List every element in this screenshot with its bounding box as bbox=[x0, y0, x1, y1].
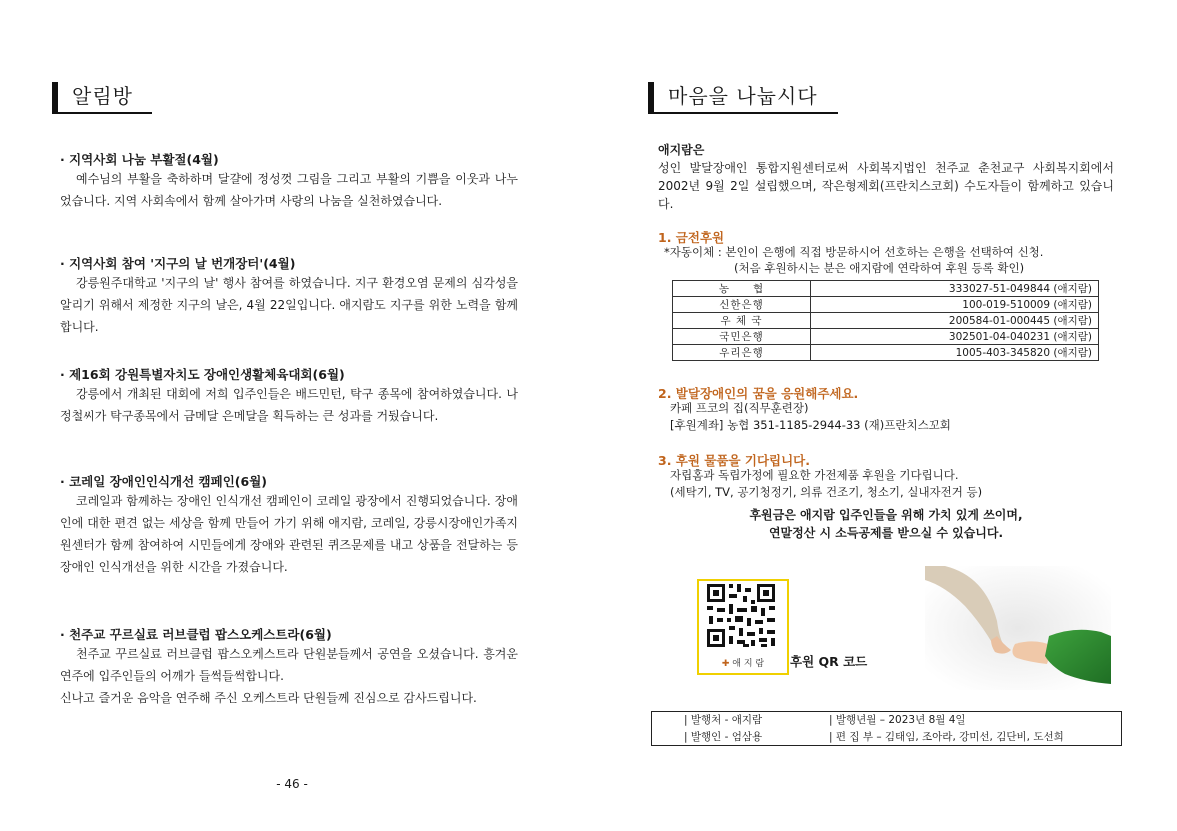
holding-hands-illustration bbox=[925, 566, 1111, 690]
section-1-line-2: (처음 후원하시는 분은 애지람에 연락하여 후원 등록 확인) bbox=[734, 261, 1025, 275]
notice-item-title: · 제16회 강원특별자치도 장애인생활체육대회(6월) bbox=[60, 367, 345, 382]
notice-item-title: · 코레일 장애인인식개선 캠페인(6월) bbox=[60, 474, 267, 489]
bank-account: 333027-51-049844 (애지람) bbox=[811, 281, 1099, 297]
intro-body: 성인 발달장애인 통합지원센터로써 사회복지법인 천주교 춘천교구 사회복지회에서 2002년 9월 2일 설립했으며, 작은형제회(프란치스코회) 수도자들이 함께하고 있습니다. bbox=[658, 161, 1114, 211]
notice-item-5 bbox=[60, 625, 518, 709]
intro-block bbox=[658, 141, 1114, 213]
notice-item-4 bbox=[60, 472, 518, 578]
notice-item-body: 코레일과 함께하는 장애인 인식개선 캠페인이 코레일 광장에서 진행되었습니다. 장애인에 대한 편견 없는 세상을 함께 만들어 가기 위해 애지람, 코레일, 강릉시장애인가족지원센터가 함께 참여하여 시민들에게 장애와 관련된 퀴즈문제를 내고 상품을 전달하는 등 장애인 인식개선을 위한 시간을 가졌습니다. bbox=[60, 494, 518, 574]
bank-account-table bbox=[672, 280, 1099, 361]
tax-notice bbox=[658, 506, 1114, 542]
publisher: | 발행처 - 애지람 bbox=[684, 714, 763, 726]
table-row bbox=[673, 281, 1099, 297]
notice-item-title: · 지역사회 나눔 부활절(4월) bbox=[60, 152, 219, 167]
bank-account: 100-019-510009 (애지람) bbox=[811, 297, 1099, 313]
notice-item-body: 예수님의 부활을 축하하며 달걀에 정성껏 그림을 그리고 부활의 기쁨을 이웃과 나누었습니다. 지역 사회속에서 함께 살아가며 사랑의 나눔을 실천하였습니다. bbox=[60, 172, 518, 208]
qr-logo-text: 애 지 람 bbox=[732, 659, 765, 669]
bank-name: 국민은행 bbox=[673, 329, 811, 345]
table-row bbox=[673, 297, 1099, 313]
bank-account: 302501-04-040231 (애지람) bbox=[811, 329, 1099, 345]
tax-notice-line-2: 연말정산 시 소득공제를 받으실 수 있습니다. bbox=[768, 526, 1004, 540]
notice-item-1 bbox=[60, 150, 518, 212]
publication-info-box bbox=[651, 711, 1122, 746]
qr-code-icon bbox=[699, 581, 787, 653]
notice-item-title: · 천주교 꾸르실료 러브클럽 팝스오케스트라(6월) bbox=[60, 627, 332, 642]
section-3-line-2: (세탁기, TV, 공기청정기, 의류 건조기, 청소기, 실내자전거 등) bbox=[670, 485, 983, 499]
notice-item-body: 강릉에서 개최된 대회에 저희 입주인들은 배드민턴, 탁구 종목에 참여하였습니다. 나정철씨가 탁구종목에서 금메달 은메달을 획득하는 큰 성과를 거뒀습니다. bbox=[60, 387, 518, 423]
bank-name: 신한은행 bbox=[673, 297, 811, 313]
qr-logo bbox=[699, 657, 787, 671]
bank-name: 우 체 국 bbox=[673, 313, 811, 329]
section-3-line-1: 자립홈과 독립가정에 필요한 가전제품 후원을 기다립니다. bbox=[670, 468, 959, 482]
section-2-line-2: [후원계좌] 농협 351-1185-2944-33 (재)프란치스꼬회 bbox=[670, 418, 951, 432]
page-number: - 46 - bbox=[276, 777, 308, 791]
notice-item-2 bbox=[60, 254, 518, 338]
donation-qr-code[interactable] bbox=[697, 579, 789, 675]
bank-name: 우리은행 bbox=[673, 345, 811, 361]
section-2-title: 2. 발달장애인의 꿈을 응원해주세요. bbox=[658, 386, 859, 401]
bank-account: 200584-01-000445 (애지람) bbox=[811, 313, 1099, 329]
notice-item-title: · 지역사회 참여 '지구의 날 번개장터'(4월) bbox=[60, 256, 296, 271]
section-1-line-1: *자동이체 : 본인이 은행에 직접 방문하시어 선호하는 은행을 선택하여 신청. bbox=[664, 245, 1044, 259]
section-title-share-hearts: 마음을 나눕시다 bbox=[648, 82, 838, 114]
section-1-title: 1. 금전후원 bbox=[658, 230, 725, 245]
section-2-line-1: 카페 프코의 집(직무훈련장) bbox=[670, 401, 809, 415]
cross-icon: ✚ bbox=[721, 659, 730, 669]
bank-name: 농 협 bbox=[673, 281, 811, 297]
table-row bbox=[673, 313, 1099, 329]
issuer: | 발행인 - 엄삼용 bbox=[684, 731, 763, 743]
section-title-notice-room: 알림방 bbox=[52, 82, 152, 114]
notice-item-body: 천주교 꾸르실료 러브클럽 팝스오케스트라 단원분들께서 공연을 오셨습니다. 흥겨운 연주에 입주인들의 어깨가 들썩들썩합니다. bbox=[60, 647, 518, 683]
notice-item-body-2: 신나고 즐거운 음악을 연주해 주신 오케스트라 단원들께 진심으로 감사드립니다. bbox=[60, 691, 477, 705]
section-3-title: 3. 후원 물품을 기다립니다. bbox=[658, 453, 811, 468]
intro-heading: 애지람은 bbox=[658, 143, 705, 157]
table-row bbox=[673, 345, 1099, 361]
notice-item-3 bbox=[60, 365, 518, 427]
table-row bbox=[673, 329, 1099, 345]
publish-date: | 발행년월 – 2023년 8월 4일 bbox=[829, 714, 966, 726]
qr-label: 후원 QR 코드 bbox=[790, 654, 868, 669]
tax-notice-line-1: 후원금은 애지람 입주인들을 위해 가치 있게 쓰이며, bbox=[749, 508, 1023, 522]
editors: | 편 집 부 – 김태임, 조아라, 강미선, 김단비, 도선희 bbox=[829, 731, 1064, 743]
notice-item-body: 강릉원주대학교 '지구의 날' 행사 참여를 하였습니다. 지구 환경오염 문제의 심각성을 알리기 위해서 제정한 지구의 날은, 4월 22일입니다. 애지람도 지구를 위한 노력을 함께 합니다. bbox=[60, 276, 518, 334]
bank-account: 1005-403-345820 (애지람) bbox=[811, 345, 1099, 361]
